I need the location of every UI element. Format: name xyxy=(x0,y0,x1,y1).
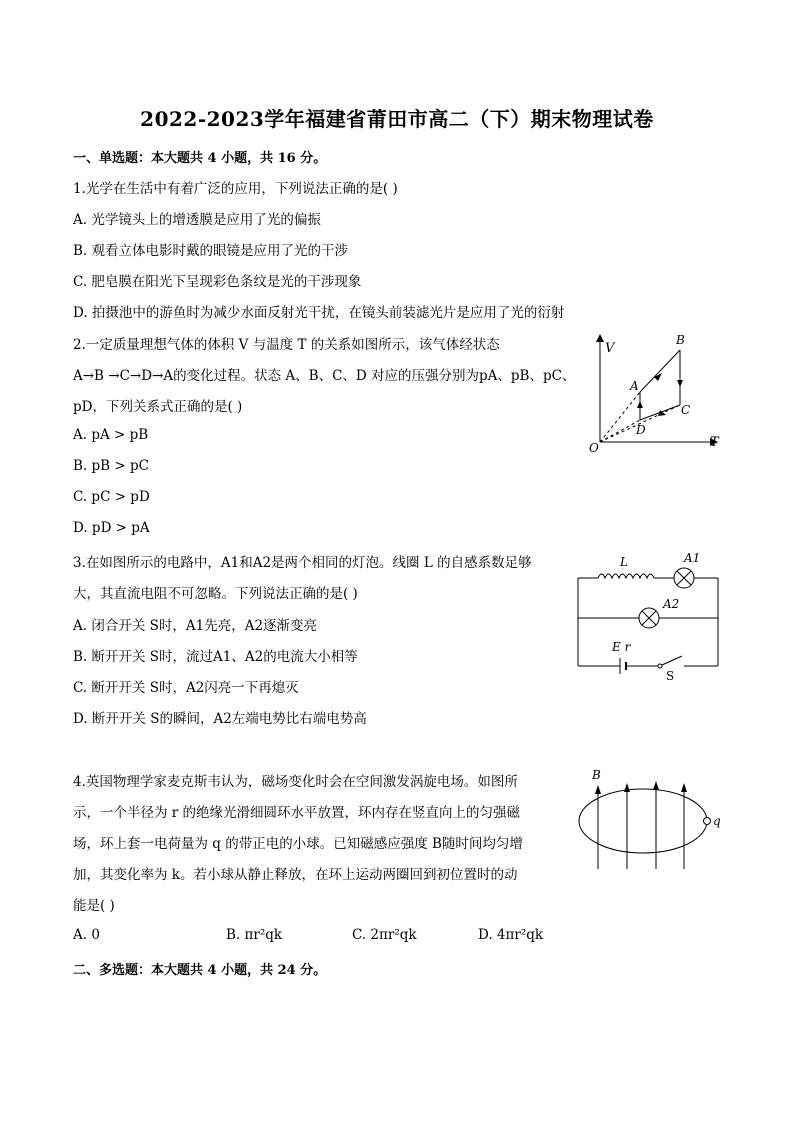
option: D. 断开开关 S的瞬间，A2左端电势比右端电势高 xyxy=(73,711,367,727)
v-axis-label: V xyxy=(605,341,615,356)
circuit-figure xyxy=(572,548,724,684)
option: B. πr²qk xyxy=(226,927,283,943)
field-arrow-3 xyxy=(653,781,659,790)
point-c-label: C xyxy=(681,403,691,417)
question-stem: 1.光学在生活中有着广泛的应用，下列说法正确的是( ) xyxy=(73,181,398,197)
battery-label: E r xyxy=(612,640,631,654)
section-heading: 一、单选题：本大题共 4 小题，共 16 分。 xyxy=(73,151,327,166)
t-axis-label: T xyxy=(710,435,719,450)
question-stem-line: 4.英国物理学家麦克斯韦认为，磁场变化时会在空间激发涡旋电场。如图所 xyxy=(73,774,518,790)
option: D. 拍摄池中的游鱼时为减少水面反射光干扰，在镜头前装滤光片是应用了光的衍射 xyxy=(73,305,565,321)
option: A. 闭合开关 S时，A1先亮，A2逐渐变亮 xyxy=(73,618,318,634)
switch-blade xyxy=(662,656,682,665)
option: B. 观看立体电影时戴的眼镜是应用了光的干涉 xyxy=(73,243,349,259)
field-arrow-1 xyxy=(595,785,601,794)
page-title: 2022-2023学年福建省莆田市高二（下）期末物理试卷 xyxy=(140,107,654,131)
field-arrow-2 xyxy=(624,783,630,792)
charged-ball xyxy=(704,818,711,825)
point-d-label: D xyxy=(636,423,646,437)
arrow-ab xyxy=(654,373,662,381)
switch-label: S xyxy=(666,669,675,683)
option: B. pB > pC xyxy=(73,458,149,474)
inductor-label: L xyxy=(620,555,628,569)
line-ab xyxy=(640,350,680,392)
question-stem-line: A→B →C→D→A的变化过程。状态 A、B、C、D 对应的压强分别为pA、pB、pC、 xyxy=(73,368,576,384)
lamp-a1-label: A1 xyxy=(684,551,701,565)
question-stem-line: 加，其变化率为 k。若小球从静止释放，在环上运动两圈回到初位置时的动 xyxy=(73,867,518,883)
point-b-label: B xyxy=(676,333,685,347)
option: A. 0 xyxy=(73,927,100,943)
arrow-da xyxy=(637,401,643,408)
option: C. 断开开关 S时，A2闪亮一下再熄灭 xyxy=(73,680,299,696)
field-arrow-4 xyxy=(681,783,687,792)
question-stem-line: 大，其直流电阻不可忽略。下列说法正确的是( ) xyxy=(73,586,358,602)
option: A. 光学镜头上的增透膜是应用了光的偏振 xyxy=(73,212,321,228)
option: D. pD > pA xyxy=(73,520,150,536)
option: A. pA > pB xyxy=(73,427,149,443)
option: C. pC > pD xyxy=(73,489,150,505)
lamp-a2-label: A2 xyxy=(663,597,680,611)
point-a-label: A xyxy=(630,379,639,393)
question-stem-line: pD，下列关系式正确的是( ) xyxy=(73,399,243,415)
question-stem-line: 场，环上套一电荷量为 q 的带正电的小球。已知磁感应强度 B随时间均匀增 xyxy=(73,836,523,852)
option: C. 2πr²qk xyxy=(352,927,417,943)
inductor-coil xyxy=(598,574,654,578)
charge-label: q xyxy=(713,814,721,828)
section-heading: 二、多选题：本大题共 4 小题，共 24 分。 xyxy=(73,963,327,978)
option: C. 肥皂膜在阳光下呈现彩色条纹是光的干涉现象 xyxy=(73,274,362,290)
question-stem-line: 示，一个半径为 r 的绝缘光滑细圆环水平放置，环内存在竖直向上的匀强磁 xyxy=(73,805,521,821)
vt-graph-figure xyxy=(584,330,734,460)
origin-label: O xyxy=(589,441,599,455)
option: B. 断开开关 S时，流过A1、A2的电流大小相等 xyxy=(73,649,358,665)
question-stem-line: 3.在如图所示的电路中，A1和A2是两个相同的灯泡。线圈 L 的自感系数足够 xyxy=(73,555,532,571)
ring-field-figure xyxy=(570,765,730,873)
switch-pivot xyxy=(658,664,662,668)
option: D. 4πr²qk xyxy=(478,927,544,943)
field-label: B xyxy=(592,768,601,782)
question-stem-line: 能是( ) xyxy=(73,898,115,914)
question-stem-line: 2.一定质量理想气体的体积 V 与温度 T 的关系如图所示，该气体经状态 xyxy=(73,337,500,353)
dash-oa xyxy=(600,392,640,442)
arrow-bc xyxy=(677,380,683,387)
